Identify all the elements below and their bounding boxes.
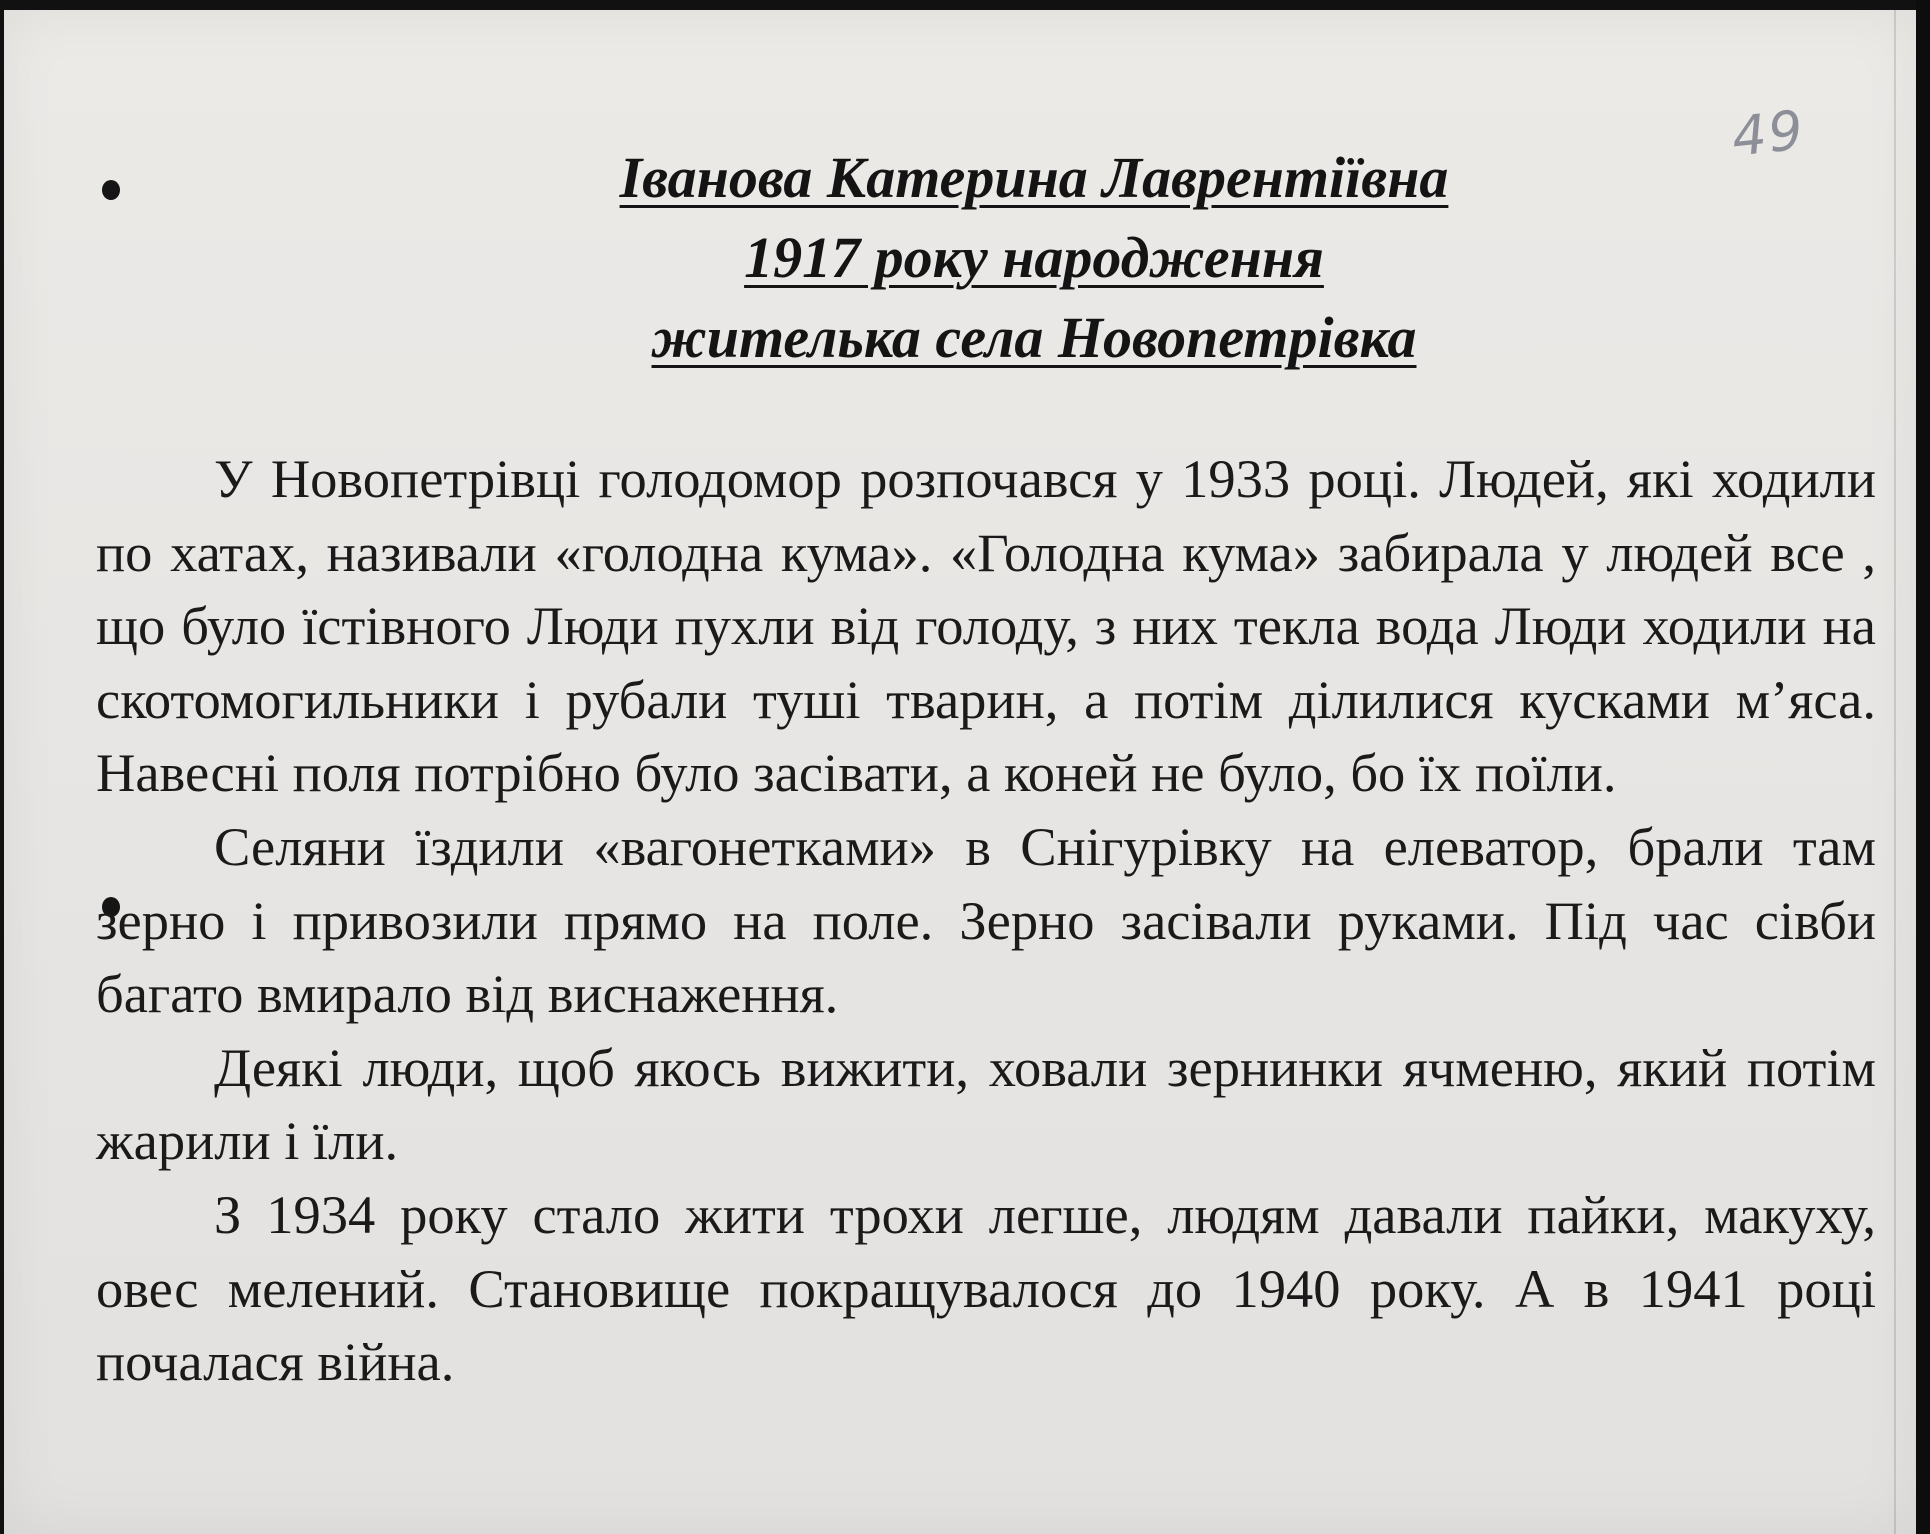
paper-sheet bbox=[4, 10, 1916, 1534]
document-heading bbox=[234, 138, 1834, 378]
paper-fold-line bbox=[1894, 10, 1896, 1534]
handwritten-page-number: 49 bbox=[1728, 98, 1808, 169]
birth-year-line: 1917 року народження bbox=[744, 225, 1324, 290]
scan-edge bbox=[1916, 0, 1930, 1534]
residence-line: жителька села Новопетрівка bbox=[651, 305, 1417, 370]
paragraph-3: Деякі люди, щоб якось вижити, ховали зернинки ячменю, який потім жарили і їли. bbox=[96, 1036, 1876, 1172]
paragraph-1: У Новопетрівці голодомор розпочався у 1933 році. Людей, які ходили по хатах, називали «голодна кума». «Голодна кума» забирала у людей все , що було їстівного Люди пухли від голоду, з них текла вода Люди ходили на скотомогильники і рубали туші тварин, а потім ділилися кусками м’яса. Навесні поля потрібно було засівати, а коней не було, бо їх поїли. bbox=[96, 448, 1876, 804]
paragraph-2: Селяни їздили «вагонетками» в Снігурівку на елеватор, брали там зерно і привозили прямо на поле. Зерно засівали руками. Під час сівби багато вмирало від виснаження. bbox=[96, 815, 1876, 1025]
testimony-body bbox=[96, 442, 1876, 1399]
paragraph-4: З 1934 року стало жити трохи легше, людям давали пайки, макуху, овес мелений. Становище покращувалося до 1940 року. А в 1941 році почалася війна. bbox=[96, 1183, 1876, 1393]
person-name: Іванова Катерина Лаврентіївна bbox=[619, 145, 1449, 210]
punch-hole-top bbox=[102, 180, 120, 200]
